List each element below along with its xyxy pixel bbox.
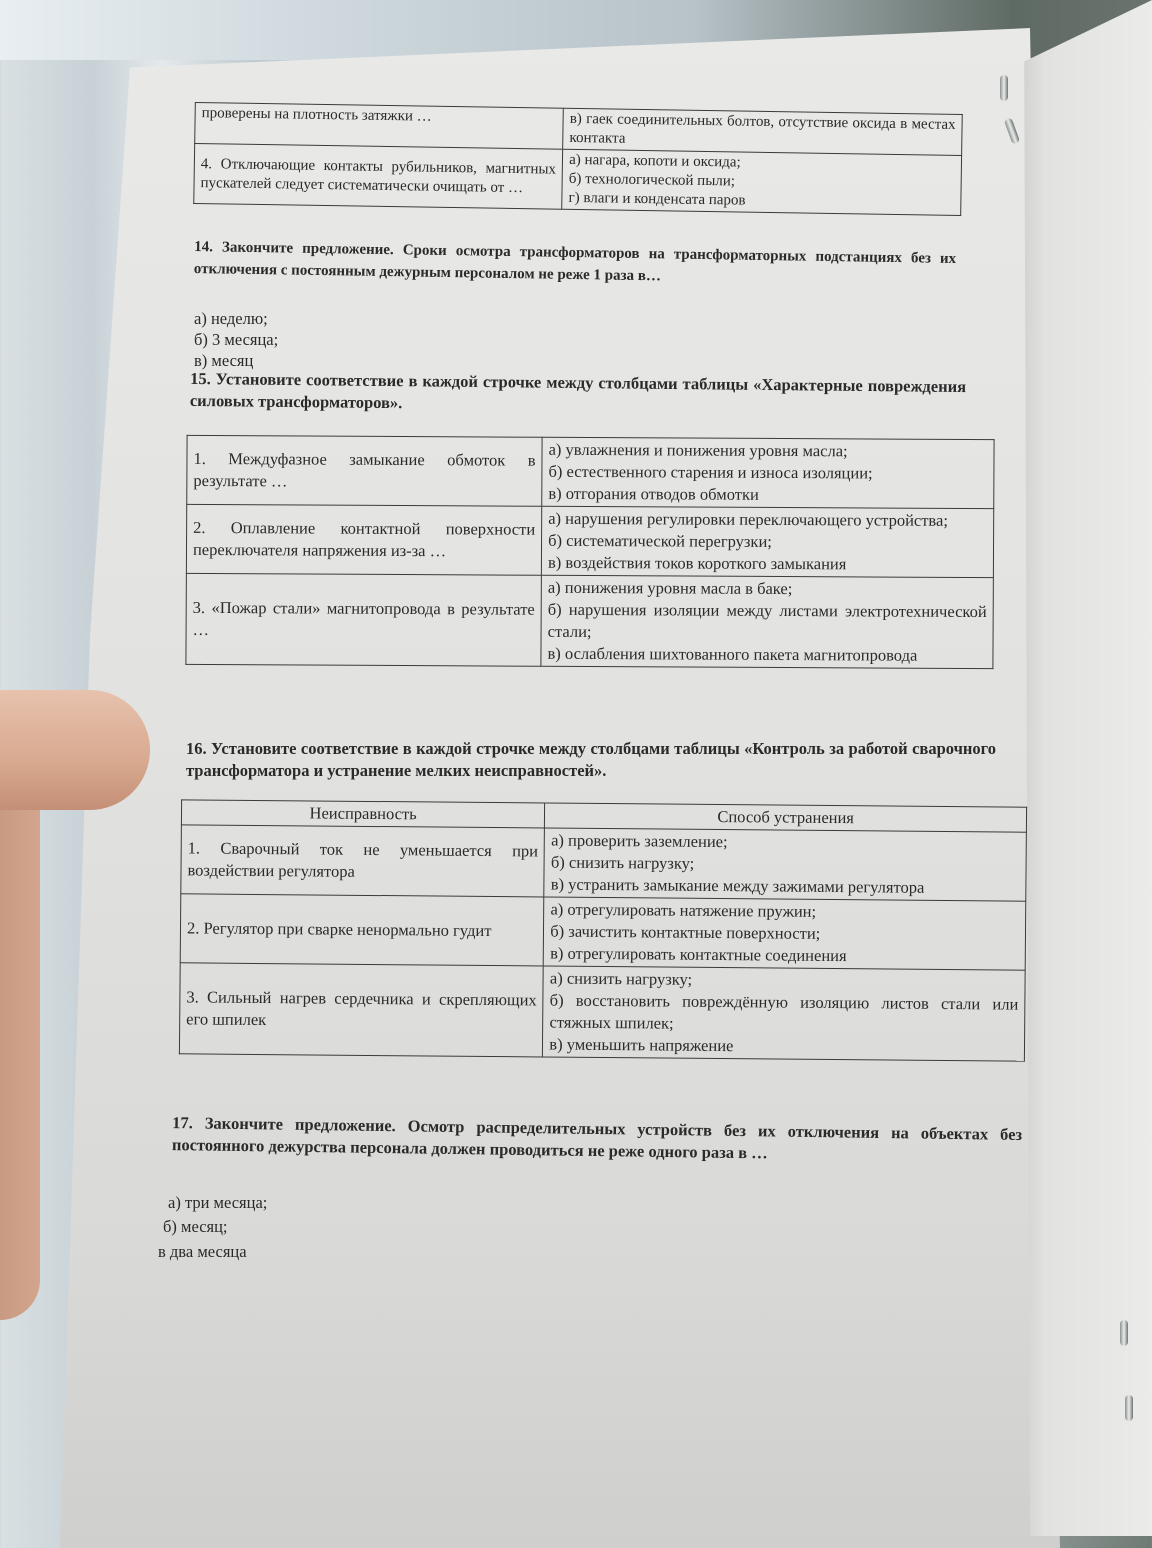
question-14-option: б) 3 месяца; (194, 330, 279, 349)
table-row (194, 143, 962, 215)
table-cell-left: проверены на плотность затяжки … (195, 102, 564, 149)
question-17-option: б) месяц; (163, 1217, 228, 1236)
table-cell-left: 1. Междуфазное замыкание обмоток в результате … (187, 435, 542, 506)
table-row (181, 825, 1027, 901)
table-q13 (193, 102, 963, 216)
table-cell-right: а) нагара, копоти и оксида; б) технологической пыли; г) влаги и конденсата паров (562, 149, 962, 215)
question-17-option: а) три месяца; (168, 1193, 268, 1212)
table-cell-left: 2. Регулятор при сварке ненормально гудит (180, 894, 544, 966)
table-cell-left: 3. Сильный нагрев сердечника и скрепляющих его шпилек (179, 963, 543, 1057)
question-14-title: 14. Закончите предложение. Сроки осмотра трансформаторов на трансформаторных подстанциях без их отключения с постоянным дежурным персоналом не реже 1 раза в… (193, 239, 957, 285)
table-cell-left: 3. «Пожар стали» магнитопровода в результате … (186, 573, 542, 666)
table-cell-left: 1. Сварочный ток не уменьшается при воздействии регулятора (181, 825, 545, 897)
question-15-title: 15. Установите соответствие в каждой строчке между столбцами таблицы «Характерные повреждения силовых трансформаторов». (189, 368, 967, 413)
question-14-option: а) неделю; (194, 309, 268, 328)
table-cell-right: а) понижения уровня масла в баке; б) нарушения изоляции между листами электротехнической стали; в) ослабления шихтованного пакета магнитопровода (541, 575, 993, 668)
column-header: Неисправность (181, 800, 545, 828)
table-row (180, 894, 1026, 970)
table-cell-right: а) нарушения регулировки переключающего устройства; б) систематической перегрузки; в) воздействия токов короткого замыкания (541, 506, 993, 577)
table-q15 (185, 435, 994, 669)
table-row (186, 504, 993, 577)
column-header: Способ устранения (545, 803, 1027, 832)
question-14-option: в) месяц (194, 351, 254, 370)
table-row (187, 435, 994, 508)
table-cell-right: а) отрегулировать натяжение пружин; б) зачистить контактные поверхности; в) отрегулировать контактные соединения (544, 897, 1026, 970)
question-17-title: 17. Закончите предложение. Осмотр распределительных устройств без их отключения на объектах без постоянного дежурства персонала должен проводиться не реже одного раза в … (171, 1113, 1023, 1163)
table-cell-right: а) проверить заземление; б) снизить нагрузку; в) устранить замыкание между зажимами регулятора (544, 828, 1026, 901)
table-cell-right: в) гаек соединительных болтов, отсутствие оксида в местах контакта (563, 108, 962, 155)
question-17-option: в два месяца (158, 1242, 247, 1261)
table-row (186, 573, 993, 668)
table-cell-right: а) увлажнения и понижения уровня масла; б) естественного старения и износа изоляции; в) отгорания отводов обмотки (542, 437, 994, 508)
table-cell-left: 4. Отключающие контакты рубильников, магнитных пускателей следует систематически очищать от … (194, 143, 563, 209)
table-cell-right: а) снизить нагрузку; б) восстановить повреждённую изоляцию листов стали или стяжных шпилек; в) уменьшить напряжение (543, 966, 1025, 1061)
table-q16 (179, 799, 1027, 1061)
table-row (179, 963, 1025, 1061)
question-16-title: 16. Установите соответствие в каждой строчке между столбцами таблицы «Контроль за работой сварочного трансформатора и устранение мелких неисправностей». (186, 739, 996, 780)
table-cell-left: 2. Оплавление контактной поверхности переключателя напряжения из-за … (186, 504, 541, 575)
